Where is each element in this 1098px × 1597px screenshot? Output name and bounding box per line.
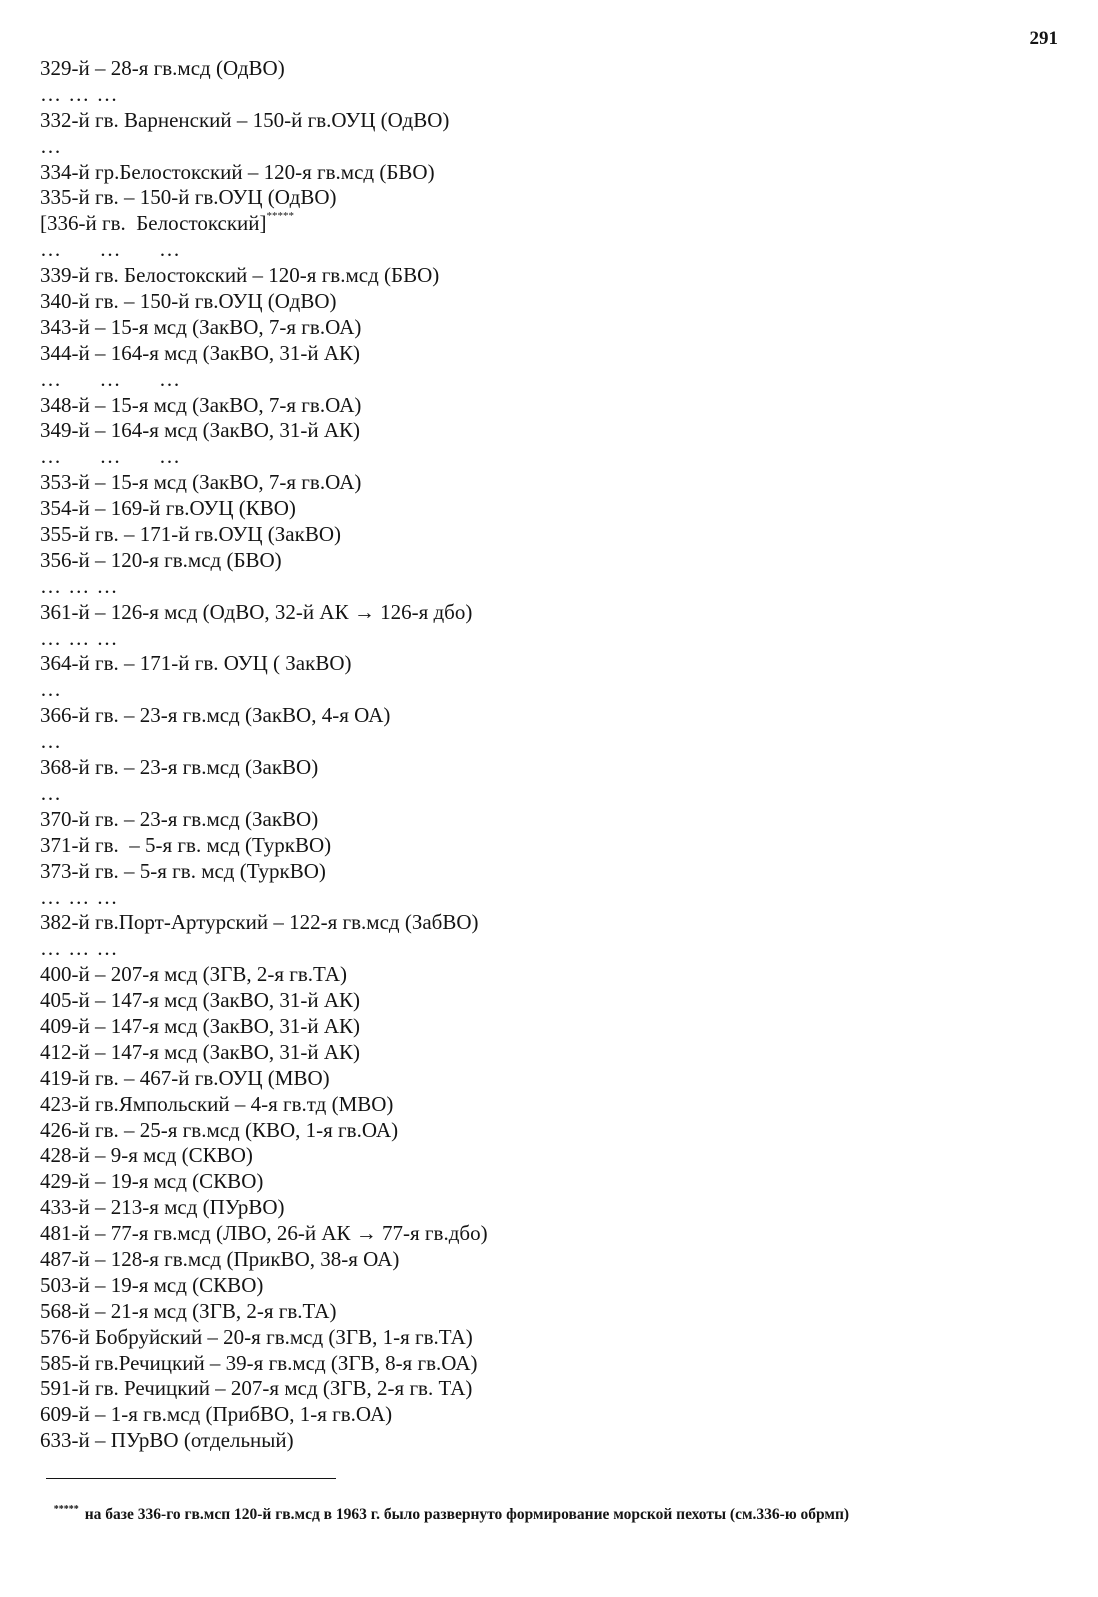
entry-list [40, 56, 1060, 1454]
ellipsis-line [40, 626, 1060, 652]
entry-text: 487-й – 128-я гв.мсд (ПрикВО, 38-я ОА) [40, 1246, 400, 1271]
entry-text: 382-й гв.Порт-Артурский – 122-я гв.мсд (ЗабВО) [40, 910, 479, 935]
entry-line [40, 108, 1060, 134]
ellipsis-line [40, 237, 1060, 263]
entry-line [40, 263, 1060, 289]
ellipsis-line [40, 729, 1060, 755]
entry-line [40, 1040, 1060, 1066]
entry-text: 591-й гв. Речицкий – 207-я мсд (ЗГВ, 2-я гв. ТА) [40, 1376, 473, 1401]
entry-text: … … … [40, 936, 119, 961]
entry-text: 348-й – 15-я мсд (ЗакВО, 7-я гв.ОА) [40, 392, 362, 417]
entry-text: 329-й – 28-я гв.мсд (ОдВО) [40, 56, 285, 80]
entry-line [40, 56, 1060, 82]
entry-line [40, 211, 1060, 237]
entry-text: 400-й – 207-я мсд (ЗГВ, 2-я гв.ТА) [40, 962, 347, 987]
entry-text: … … … [40, 444, 181, 469]
entry-line [40, 522, 1060, 548]
entry-text: 428-й – 9-я мсд (СКВО) [40, 1143, 253, 1168]
entry-text: … [40, 780, 62, 805]
entry-text: 568-й – 21-я мсд (ЗГВ, 2-я гв.ТА) [40, 1298, 337, 1323]
entry-line [40, 315, 1060, 341]
entry-line [40, 910, 1060, 936]
entry-text: … … … [40, 237, 181, 262]
entry-text: 633-й – ПУрВО (отдельный) [40, 1428, 294, 1453]
entry-text: … … … [40, 625, 119, 650]
footnote-text: на базе 336-го гв.мсп 120-й гв.мсд в 1963 г. было развернуто формирование морской пехоты (см.336-ю обрмп) [84, 1506, 850, 1523]
entry-line [40, 289, 1060, 315]
entry-line [40, 470, 1060, 496]
entry-line [40, 418, 1060, 444]
entry-line [40, 1299, 1060, 1325]
entry-line [40, 807, 1060, 833]
entry-text: 426-й гв. – 25-я гв.мсд (КВО, 1-я гв.ОА) [40, 1117, 399, 1142]
entry-text: 373-й гв. – 5-я гв. мсд (ТуркВО) [40, 858, 326, 883]
entry-line [40, 703, 1060, 729]
entry-text: 481-й – 77-я гв.мсд (ЛВО, 26-й АК → 77-я гв.дбо) [40, 1221, 488, 1246]
entry-line [40, 1325, 1060, 1351]
entry-text: 405-й – 147-я мсд (ЗакВО, 31-й АК) [40, 988, 361, 1013]
entry-line [40, 1376, 1060, 1402]
entry-text: 366-й гв. – 23-я гв.мсд (ЗакВО, 4-я ОА) [40, 703, 391, 728]
ellipsis-line [40, 367, 1060, 393]
entry-text: 585-й гв.Речицкий – 39-я гв.мсд (ЗГВ, 8-я гв.ОА) [40, 1350, 478, 1375]
entry-text: 368-й гв. – 23-я гв.мсд (ЗакВО) [40, 755, 319, 780]
entry-line [40, 988, 1060, 1014]
entry-text: 335-й гв. – 150-й гв.ОУЦ (ОдВО) [40, 185, 337, 210]
entry-text: 433-й – 213-я мсд (ПУрВО) [40, 1195, 285, 1220]
ellipsis-line [40, 936, 1060, 962]
entry-text: 349-й – 164-я мсд (ЗакВО, 31-й АК) [40, 418, 361, 443]
entry-line [40, 651, 1060, 677]
entry-text: 423-й гв.Ямпольский – 4-я гв.тд (МВО) [40, 1091, 394, 1116]
entry-line [40, 1143, 1060, 1169]
entry-line [40, 1195, 1060, 1221]
ellipsis-line [40, 885, 1060, 911]
footnote-rule [46, 1478, 336, 1479]
entry-line [40, 341, 1060, 367]
entry-line [40, 1092, 1060, 1118]
entry-text: 412-й – 147-я мсд (ЗакВО, 31-й АК) [40, 1039, 361, 1064]
entry-line [40, 1273, 1060, 1299]
entry-line [40, 1066, 1060, 1092]
entry-line [40, 393, 1060, 419]
entry-text: 339-й гв. Белостокский – 120-я гв.мсд (БВО) [40, 263, 440, 288]
entry-line [40, 1169, 1060, 1195]
page-number: 291 [1029, 28, 1058, 49]
entry-line [40, 833, 1060, 859]
entry-line [40, 1351, 1060, 1377]
ellipsis-line [40, 574, 1060, 600]
entry-text: 609-й – 1-я гв.мсд (ПрибВО, 1-я гв.ОА) [40, 1402, 393, 1427]
entry-text: 355-й гв. – 171-й гв.ОУЦ (ЗакВО) [40, 522, 341, 547]
entry-text: … … … [40, 573, 119, 598]
entry-text: 334-й гр.Белостокский – 120-я гв.мсд (БВО) [40, 159, 435, 184]
entry-line [40, 1014, 1060, 1040]
entry-line [40, 1428, 1060, 1454]
entry-text: 356-й – 120-я гв.мсд (БВО) [40, 547, 282, 572]
entry-text: 340-й гв. – 150-й гв.ОУЦ (ОдВО) [40, 289, 337, 314]
entry-text: 371-й гв. – 5-я гв. мсд (ТуркВО) [40, 832, 332, 857]
entry-line [40, 600, 1060, 626]
entry-text: … [40, 677, 62, 702]
entry-text: 361-й – 126-я мсд (ОдВО, 32-й АК → 126-я дбо) [40, 599, 473, 624]
ellipsis-line [40, 82, 1060, 108]
ellipsis-line [40, 677, 1060, 703]
footnote-reference: ***** [266, 210, 295, 223]
entry-line [40, 496, 1060, 522]
entry-text: 354-й – 169-й гв.ОУЦ (КВО) [40, 496, 296, 521]
entry-line [40, 1221, 1060, 1247]
entry-line [40, 185, 1060, 211]
entry-text: … [40, 133, 62, 158]
footnote [46, 1488, 1066, 1524]
entry-text: 370-й гв. – 23-я гв.мсд (ЗакВО) [40, 806, 319, 831]
entry-text: 503-й – 19-я мсд (СКВО) [40, 1272, 264, 1297]
entry-text: 419-й гв. – 467-й гв.ОУЦ (МВО) [40, 1065, 330, 1090]
entry-text: 429-й – 19-я мсд (СКВО) [40, 1169, 264, 1194]
entry-text: … [40, 729, 62, 754]
entry-text: 353-й – 15-я мсд (ЗакВО, 7-я гв.ОА) [40, 470, 362, 495]
ellipsis-line [40, 781, 1060, 807]
entry-text: 332-й гв. Варненский – 150-й гв.ОУЦ (ОдВО) [40, 107, 450, 132]
entry-line [40, 1247, 1060, 1273]
entry-line [40, 160, 1060, 186]
entry-line [40, 755, 1060, 781]
entry-text: 364-й гв. – 171-й гв. ОУЦ ( ЗакВО) [40, 651, 352, 676]
entry-text: … … … [40, 81, 119, 106]
footnote-mark: ***** [53, 1504, 79, 1515]
ellipsis-line [40, 134, 1060, 160]
ellipsis-line [40, 444, 1060, 470]
entry-text: 576-й Бобруйский – 20-я гв.мсд (ЗГВ, 1-я гв.ТА) [40, 1324, 473, 1349]
entry-line [40, 548, 1060, 574]
entry-text: 344-й – 164-я мсд (ЗакВО, 31-й АК) [40, 340, 361, 365]
entry-text: … … … [40, 366, 181, 391]
entry-text: … … … [40, 884, 119, 909]
entry-line [40, 1118, 1060, 1144]
entry-line [40, 859, 1060, 885]
entry-text: 409-й – 147-я мсд (ЗакВО, 31-й АК) [40, 1013, 361, 1038]
entry-text: 343-й – 15-я мсд (ЗакВО, 7-я гв.ОА) [40, 314, 362, 339]
entry-text: [336-й гв. Белостокский] [40, 211, 267, 236]
entry-line [40, 962, 1060, 988]
entry-line [40, 1402, 1060, 1428]
